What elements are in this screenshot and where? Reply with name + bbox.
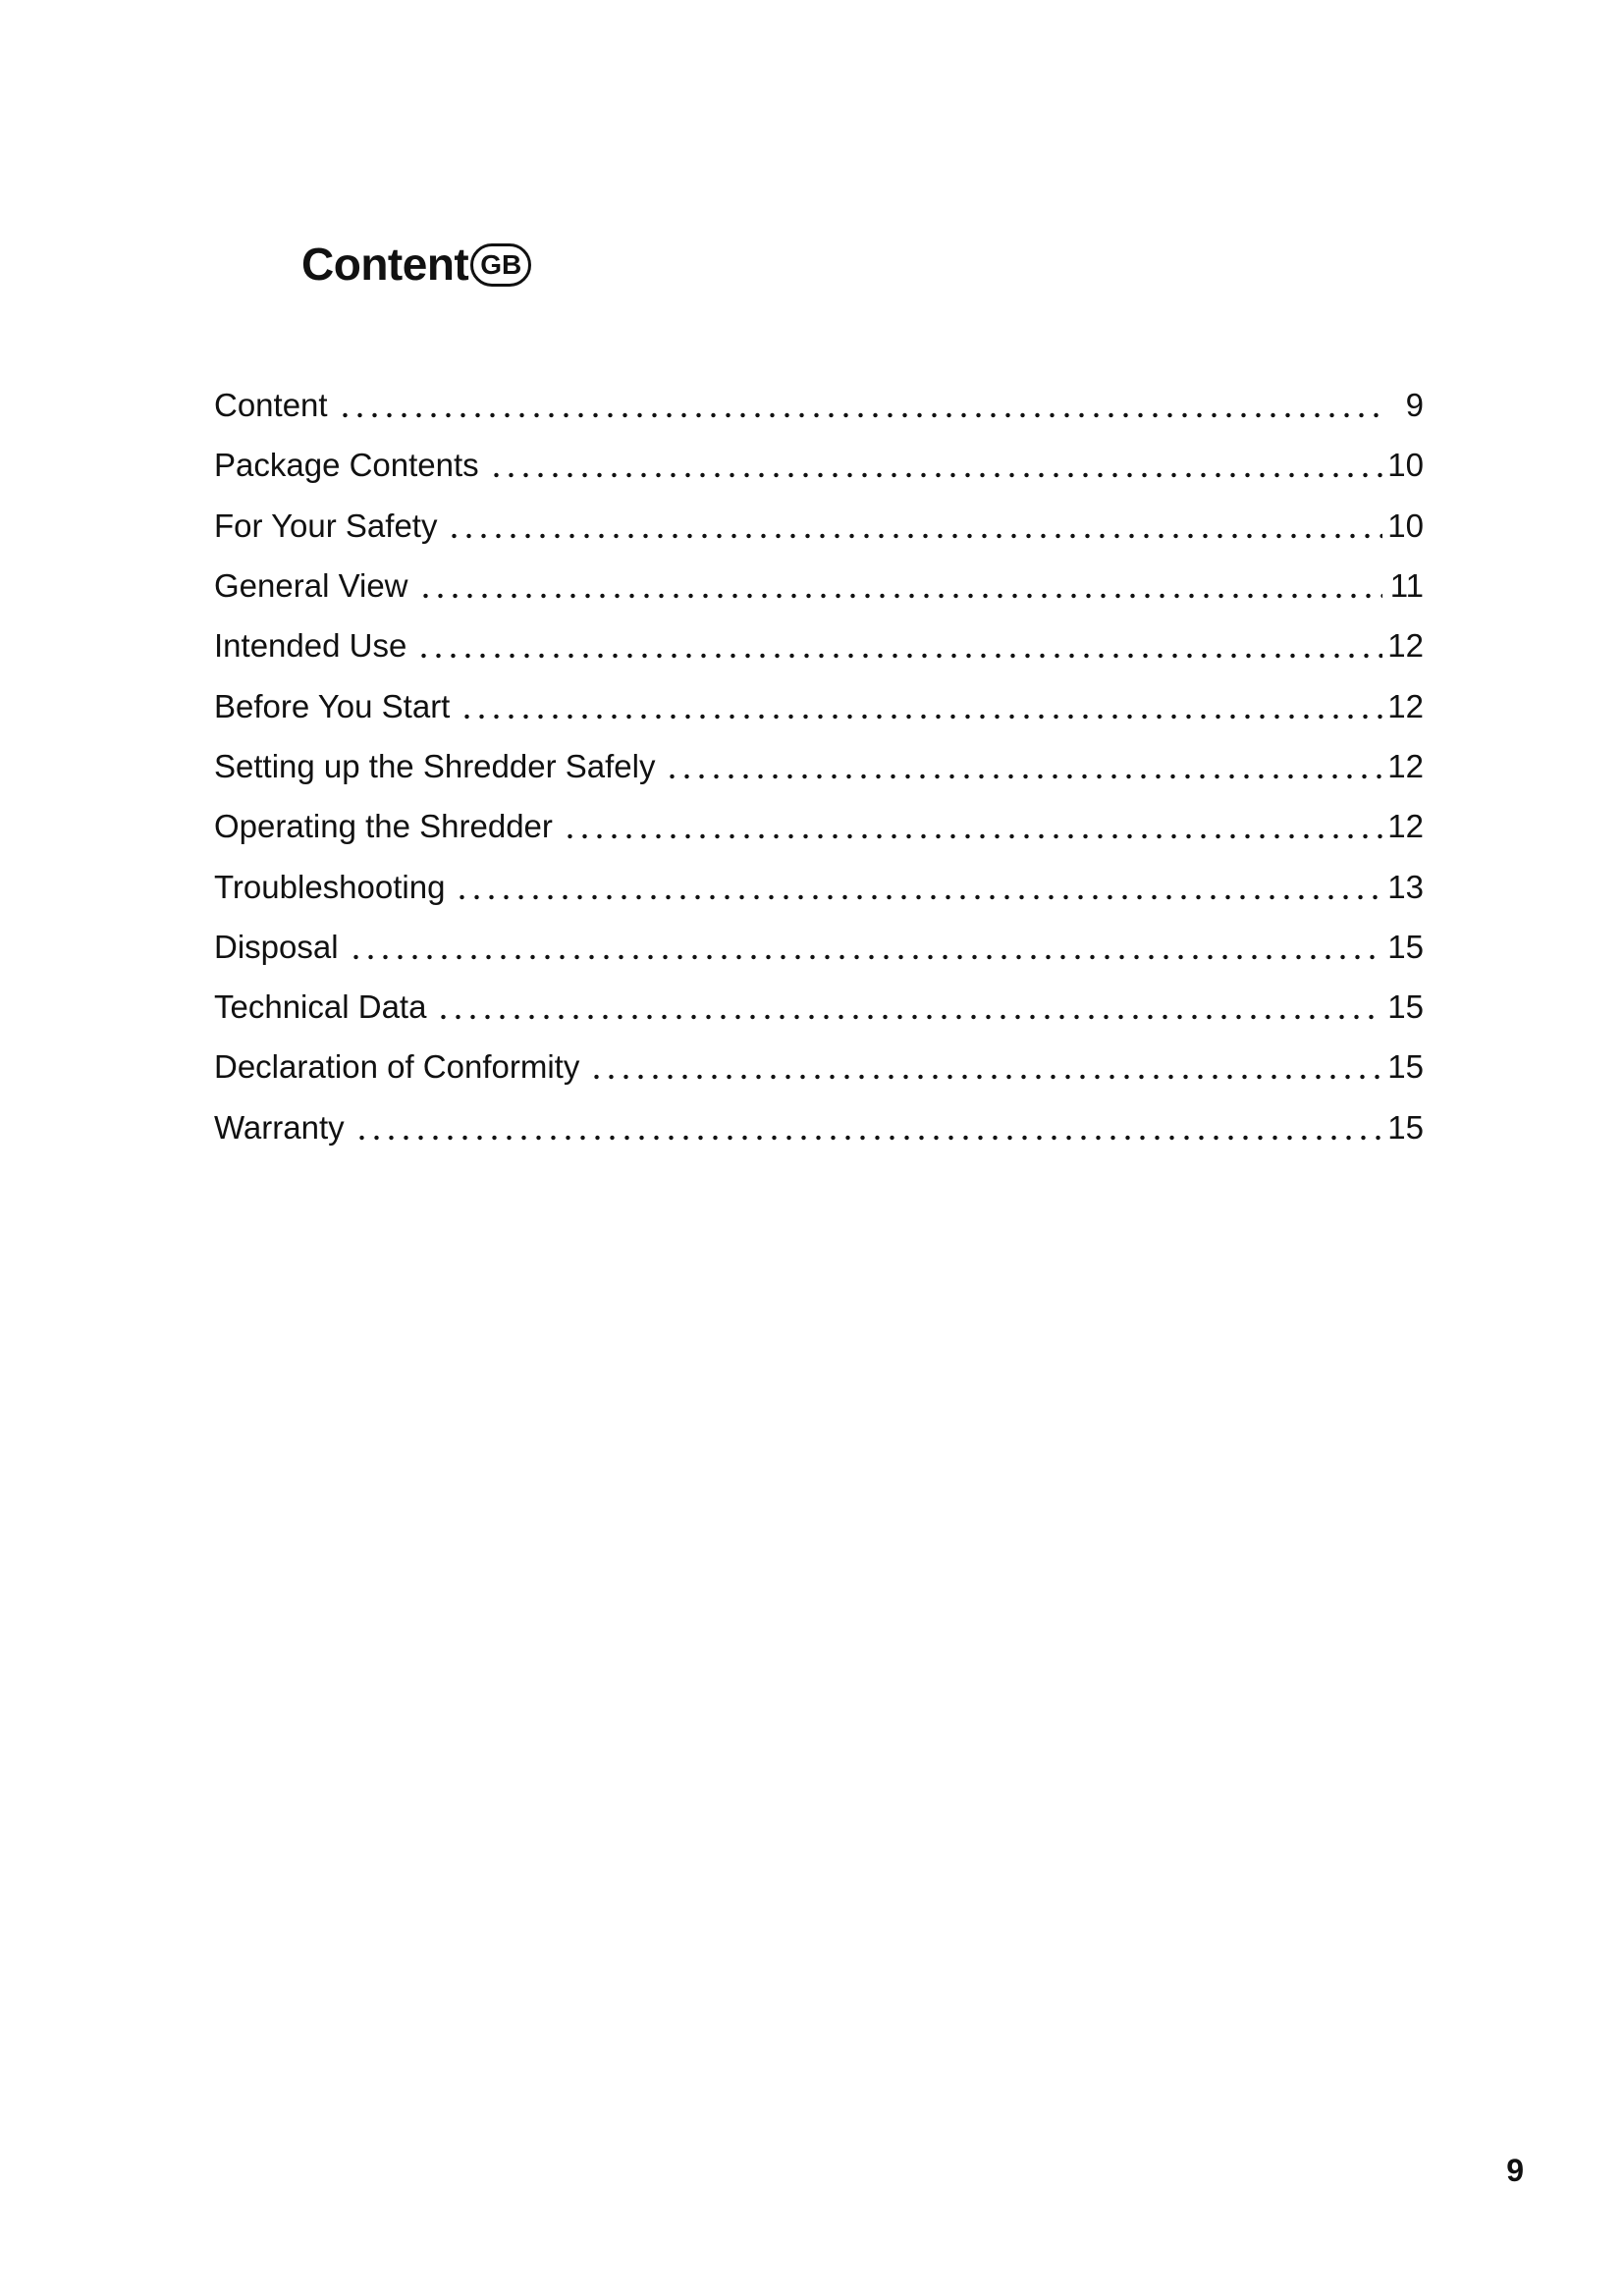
toc-dot-leader [489,449,1382,481]
page-title-text: Content [301,239,469,290]
toc-entry-label: Setting up the Shredder Safely [214,747,656,784]
toc-entry-label: For Your Safety [214,507,438,544]
toc-entry-page: 12 [1387,687,1424,724]
toc-dot-leader [460,690,1382,722]
toc-entry-page: 15 [1387,988,1424,1026]
toc-entry-page: 12 [1387,747,1424,784]
toc-entry-page: 11 [1389,567,1424,605]
toc-entry-label: Declaration of Conformity [214,1048,580,1086]
toc-entry[interactable] [214,796,1424,856]
toc-dot-leader [563,810,1382,842]
toc-entry-page: 15 [1387,1048,1424,1086]
toc-entry-label: Before You Start [214,687,451,724]
toc-entry[interactable] [214,856,1424,916]
toc-entry[interactable] [214,375,1424,435]
toc-entry[interactable] [214,556,1424,615]
toc-dot-leader [589,1050,1382,1083]
toc-entry-label: Warranty [214,1108,345,1146]
toc-entry-label: General View [214,567,408,605]
toc-entry-label: Package Contents [214,447,479,484]
toc-entry-page: 15 [1387,928,1424,965]
toc-entry-page: 13 [1387,868,1424,905]
page-title [301,239,531,290]
toc-dot-leader [436,990,1382,1023]
toc-entry[interactable] [214,615,1424,675]
toc-entry-label: Troubleshooting [214,868,446,905]
page-number: 9 [1506,2153,1524,2188]
toc-entry-page: 12 [1387,808,1424,845]
toc-entry-page: 15 [1387,1108,1424,1146]
toc-entry-label: Technical Data [214,988,427,1026]
toc-dot-leader [349,931,1382,963]
toc-entry-page: 10 [1387,507,1424,544]
toc-entry[interactable] [214,977,1424,1037]
toc-entry[interactable] [214,496,1424,556]
toc-entry-page: 12 [1387,627,1424,665]
toc-dot-leader [455,871,1382,903]
toc-entry-label: Operating the Shredder [214,808,553,845]
table-of-contents [214,375,1424,1157]
toc-dot-leader [665,750,1382,782]
toc-dot-leader [447,509,1382,542]
toc-entry-label: Intended Use [214,627,407,665]
toc-dot-leader [338,389,1382,421]
toc-entry-page: 10 [1387,447,1424,484]
toc-entry[interactable] [214,736,1424,796]
toc-entry-page: 9 [1405,387,1424,424]
toc-dot-leader [354,1111,1382,1144]
toc-entry[interactable] [214,435,1424,495]
toc-dot-leader [418,569,1382,602]
toc-entry-label: Content [214,387,328,424]
toc-dot-leader [416,629,1382,662]
toc-entry[interactable] [214,675,1424,735]
toc-entry[interactable] [214,1037,1424,1096]
country-code-badge: GB [470,243,531,287]
toc-entry-label: Disposal [214,928,339,965]
toc-entry[interactable] [214,1097,1424,1157]
toc-entry[interactable] [214,917,1424,977]
